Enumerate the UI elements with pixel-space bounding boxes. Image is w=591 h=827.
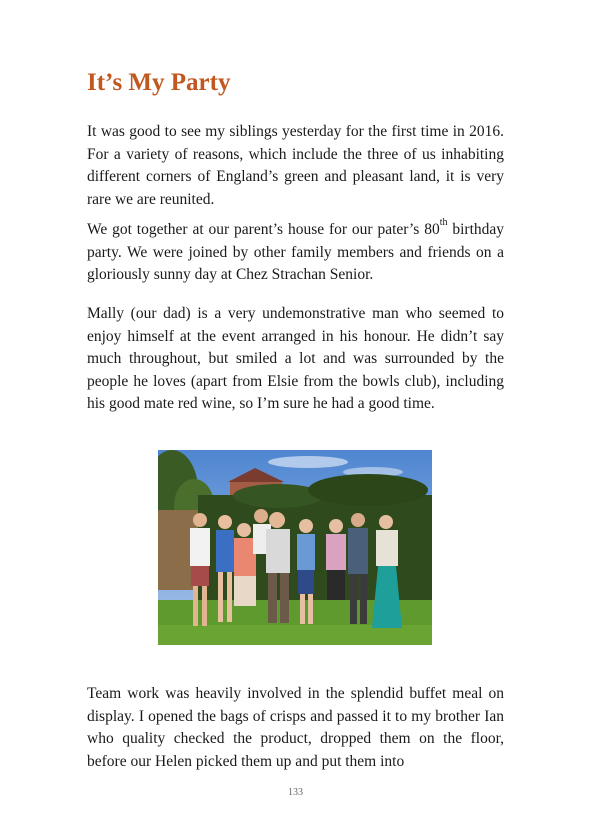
page-number: 133 bbox=[288, 787, 303, 798]
ordinal-suffix: th bbox=[439, 217, 448, 228]
paragraph-4: Team work was heavily involved in the splendid buffet meal on display. I opened the bags of crisps and passed it to my brother Ian who quality checked the product, dropped them on the floor, before our Helen picked them up and put them into bbox=[87, 685, 504, 770]
family-photo bbox=[158, 450, 432, 645]
paragraph-3: Mally (our dad) is a very undemonstrative man who seemed to enjoy himself at the event arranged in his honour. He didn’t say much throughout, but smiled a lot and was surrounded by the people he loves (apart from Elsie from the bowls club), including his good mate red wine, so I’m sure he had a good time. bbox=[87, 305, 504, 412]
paragraph-2 bbox=[87, 219, 504, 287]
family-photo-illustration bbox=[158, 450, 432, 645]
paragraph-2-rest: birthday party. We were joined by other family members and friends on a gloriously sunny day at Chez Strachan Senior. bbox=[87, 221, 505, 283]
page-title: It’s My Party bbox=[87, 69, 231, 96]
paragraph-2-text: We got together at our parent’s house for our pater’s 80 bbox=[87, 221, 440, 238]
paragraph-1: It was good to see my siblings yesterday for the first time in 2016. For a variety of reasons, which include the three of us inhabiting different corners of England’s green and pleasant land, it is very rare we are reunited. bbox=[87, 123, 504, 208]
